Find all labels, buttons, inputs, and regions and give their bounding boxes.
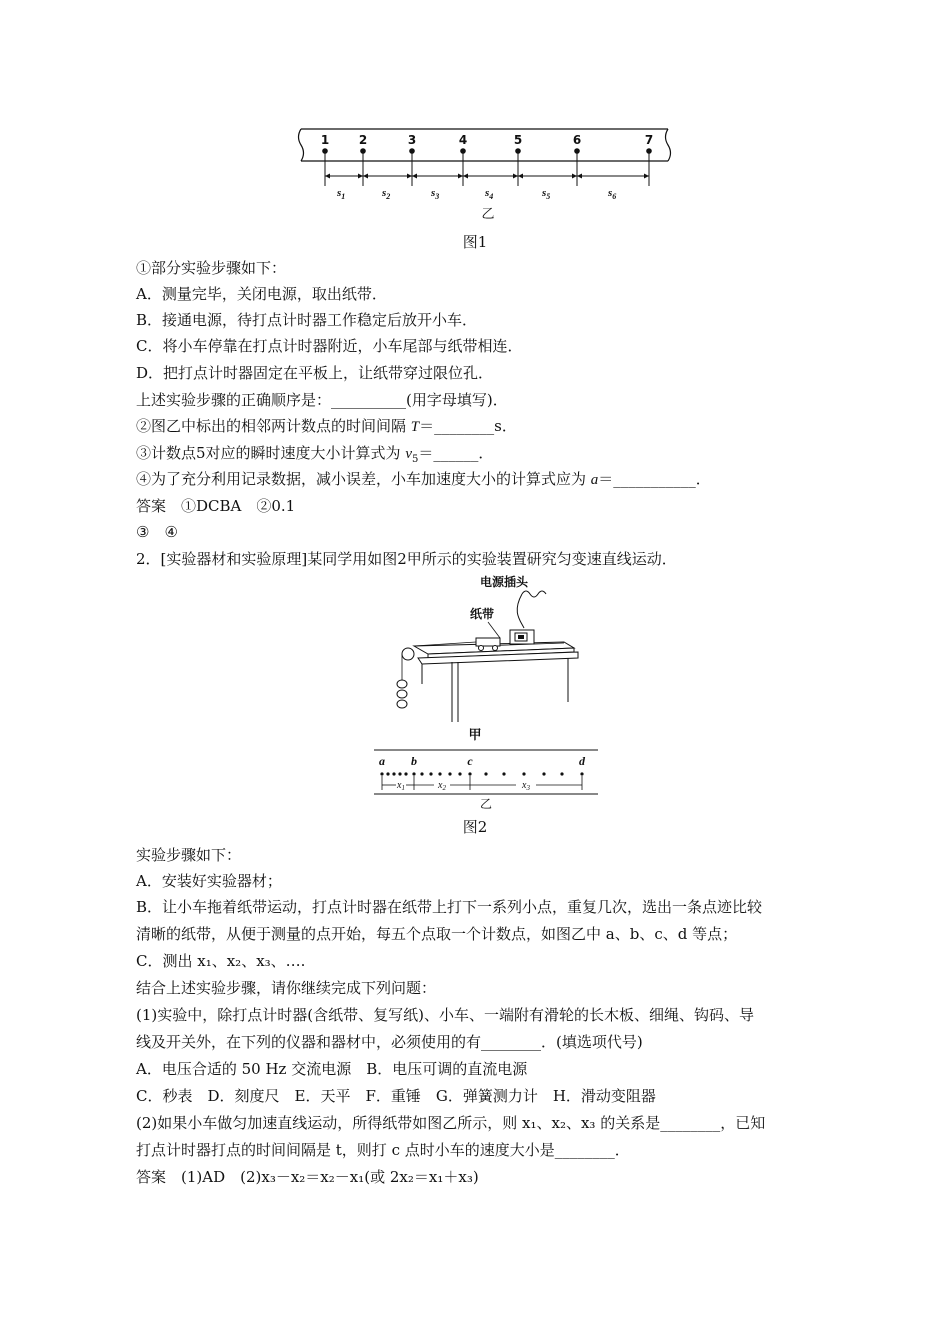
p2-q2-line1: (2)如果小车做匀加速直线运动，所得纸带如图乙所示，则 x₁、x₂、x₃ 的关系是________，已知 [136, 1114, 766, 1132]
step-d: D．把打点计时器固定在平板上，让纸带穿过限位孔． [136, 364, 494, 382]
p2-step-c: C．测出 x₁、x₂、x₃、…. [136, 952, 306, 970]
step-c: C．将小车停靠在打点计时器附近，小车尾部与纸带相连． [136, 337, 523, 355]
fig1-point-label: 4 [458, 133, 468, 147]
fig2-point-label: b [411, 754, 417, 768]
fig1-segment-label: $s_2$ [382, 187, 391, 201]
p2-answer: 答案 (1)AD (2)x₃－x₂＝x₂－x₁(或 2x₂＝x₁＋x₃) [136, 1168, 479, 1186]
p2-step-b-line1: B．让小车拖着纸带运动，打点计时器在纸带上打下一系列小点，重复几次，选出一条点迹比较 [136, 898, 763, 916]
fig2-power-plug-label: 电源插头 [480, 575, 529, 589]
steps-intro: ①部分实验步骤如下： [136, 259, 287, 277]
figure2-apparatus-diagram [392, 572, 592, 722]
fig1-point-label: 7 [644, 133, 654, 147]
p2-q1-line2: 线及开关外，在下列的仪器和器材中，必须使用的有________．(填选项代号) [136, 1033, 643, 1051]
answer-line-2: ③ ④ [136, 523, 178, 541]
figure1-dots [322, 148, 652, 154]
fig1-sublabel: 乙 [481, 207, 495, 222]
fig1-point-label: 1 [320, 133, 330, 147]
fig1-segment-label: $s_5$ [542, 187, 551, 201]
fig2-segment-label: $x_2$ [438, 780, 446, 792]
figure2-caption: 图2 [462, 818, 488, 836]
fig1-point-label: 3 [407, 133, 417, 147]
figure2-jia-label: 甲 [468, 728, 482, 743]
fig2-yi-label: 乙 [479, 797, 493, 811]
fig1-segment-label: $s_6$ [608, 187, 617, 201]
fig1-segment-label: $s_3$ [431, 187, 440, 201]
p2-step-a: A．安装好实验器材； [136, 872, 282, 890]
fig2-point-label: c [467, 754, 473, 768]
p2-q1-line1: (1)实验中，除打点计时器(含纸带、复写纸)、小车、一端附有滑轮的长木板、细绳、钩码、导 [136, 1006, 754, 1024]
p2-continue: 结合上述实验步骤，请你继续完成下列问题： [136, 979, 437, 997]
step-b: B．接通电源，待打点计时器工作稳定后放开小车． [136, 311, 478, 329]
p2-q2-line2: 打点计时器打点的时间间隔是 t，则打 c 点时小车的速度大小是________． [136, 1141, 630, 1159]
p2-step-b-line2: 清晰的纸带，从便于测量的点开始，每五个点取一个计数点，如图乙中 a、b、c、d 等点； [136, 925, 738, 943]
p2-steps-intro: 实验步骤如下： [136, 846, 242, 864]
p2-options-line2: C．秒表 D．刻度尺 E．天平 F．重锤 G．弹簧测力计 H．滑动变阻器 [136, 1087, 656, 1105]
question-2: ②图乙中标出的相邻两计数点的时间间隔 T＝________s． [136, 417, 517, 435]
fig1-point-label: 5 [513, 133, 523, 147]
fig1-segment-label: $s_4$ [485, 187, 494, 201]
question-3: ③计数点5对应的瞬时速度大小计算式为 $v_5=\_\_\_\_\_\_$． [136, 444, 494, 465]
step-a: A．测量完毕，关闭电源，取出纸带． [136, 285, 387, 303]
figure1-tape-diagram [296, 124, 676, 224]
fig2-point-label: d [579, 754, 585, 768]
fig1-point-label: 6 [572, 133, 582, 147]
p2-options-line1: A．电压合适的 50 Hz 交流电源 B．电压可调的直流电源 [136, 1060, 528, 1078]
fig2-point-label: a [379, 754, 385, 768]
question-4: ④为了充分利用记录数据，减小误差，小车加速度大小的计算式应为 a＝___________． [136, 470, 711, 488]
fig1-segment-label: $s_1$ [337, 187, 346, 201]
fig2-tape-label: 纸带 [470, 607, 495, 621]
problem2-title: 2．[实验器材和实验原理]某同学用如图2甲所示的实验装置研究匀变速直线运动． [136, 550, 677, 568]
question-order: 上述实验步骤的正确顺序是：__________(用字母填写)． [136, 391, 508, 409]
figure1-caption: 图1 [462, 233, 488, 251]
answer-line-1: 答案 ①DCBA ②0.1 [136, 497, 296, 515]
fig1-point-label: 2 [358, 133, 368, 147]
fig2-segment-label: $x_1$ [397, 780, 405, 792]
fig2-segment-label: $x_3$ [522, 780, 530, 792]
figure2-tape-diagram [374, 748, 600, 812]
